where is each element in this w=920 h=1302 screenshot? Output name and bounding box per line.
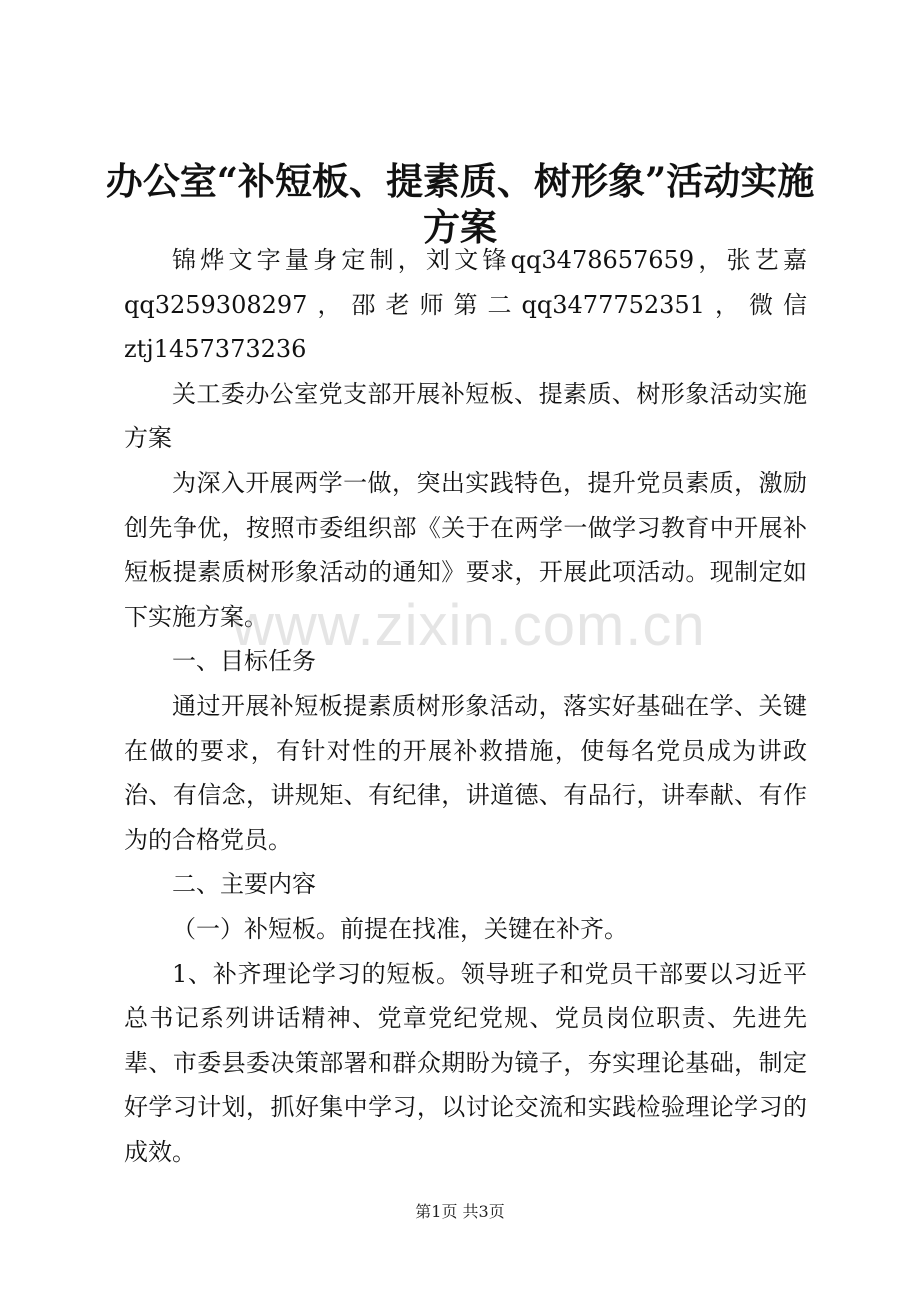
paragraph-theory-study: 1、补齐理论学习的短板。领导班子和党员干部要以习近平总书记系列讲话精神、党章党纪党规、党员岗位职责、先进先辈、市委县委决策部署和群众期盼为镜子，夯实理论基础，制定好学习计划，抓好集中学习，以讨论交流和实践检验理论学习的成效。: [124, 959, 807, 1166]
document-body: [124, 238, 807, 1174]
page-footer: 第1页 共3页: [415, 1202, 505, 1221]
watermark: www.zixin.com.cn: [232, 593, 706, 658]
paragraph-intro: 为深入开展两学一做，突出实践特色，提升党员素质，激励创先争优，按照市委组织部《关于在两学一做学习教育中开展补短板提素质树形象活动的通知》要求，开展此项活动。现制定如下实施方案。: [124, 468, 807, 631]
section-heading-content: 二、主要内容: [172, 870, 316, 899]
paragraph-goals: 通过开展补短板提素质树形象活动，落实好基础在学、关键在做的要求，有针对性的开展补救措施，使每名党员成为讲政治、有信念，讲规矩、有纪律，讲道德、有品行，讲奉献、有作为的合格党员。: [124, 691, 807, 854]
paragraph-subtitle: 关工委办公室党支部开展补短板、提素质、树形象活动实施方案: [124, 379, 807, 453]
paragraph-credits: 锦烨文字量身定制，刘文锋qq3478657659，张艺嘉qq3259308297，邵老师第二qq3477752351，微信ztj1457373236: [124, 246, 807, 364]
subsection-heading-shortboard: （一）补短板。前提在找准，关键在补齐。: [172, 914, 628, 943]
document-title: 办公室“补短板、提素质、树形象”活动实施方案: [105, 159, 815, 249]
section-heading-goals: 一、目标任务: [172, 647, 316, 676]
